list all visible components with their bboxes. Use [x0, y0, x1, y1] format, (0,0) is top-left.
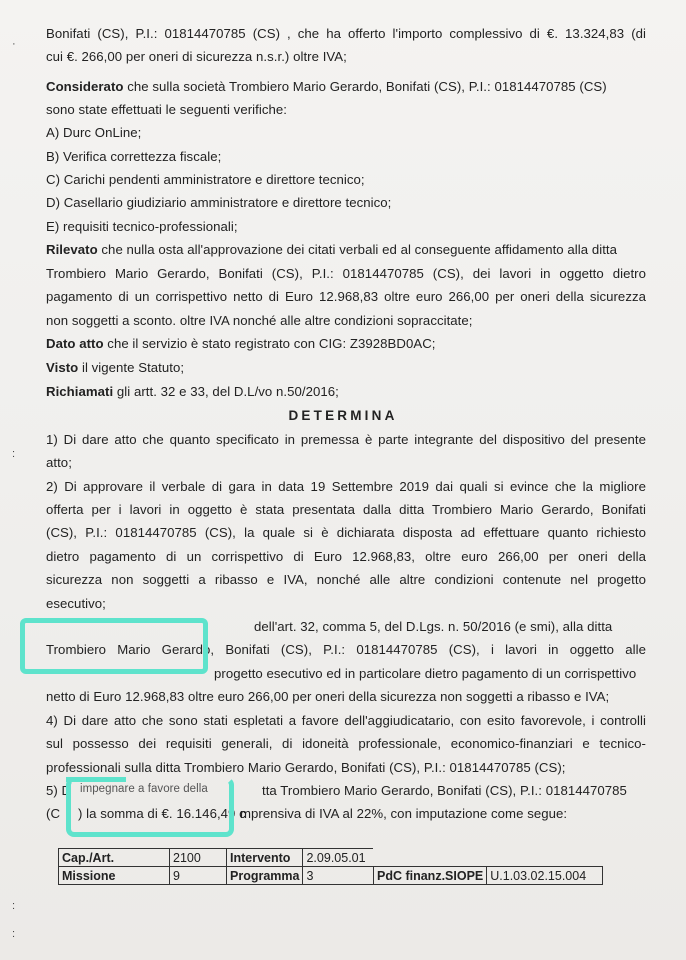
dato-atto-text: che il servizio è stato registrato con CIG: Z3928BD0AC;: [103, 336, 436, 351]
doc-line: Bonifati (CS), P.I.: 01814470785 (CS) , che ha offerto l'importo complessivo di €. 13.324,83 (di: [46, 26, 646, 41]
scan-speck: ·: [12, 38, 16, 50]
doc-line: B) Verifica correttezza fiscale;: [46, 149, 222, 164]
doc-line-partial: dell'art. 32, comma 5, del D.Lgs. n. 50/2016 (e smi), alla ditta: [254, 619, 613, 634]
visto-label: Visto: [46, 360, 79, 375]
doc-line: Trombiero Mario Gerardo, Bonifati (CS), P.I.: 01814470785 (CS), dei lavori in oggetto dietro: [46, 266, 646, 281]
doc-line: dietro pagamento di un corrispettivo di Euro 12.968,83, oltre euro 266,00 per oneri della: [46, 549, 646, 564]
table-cell: 3: [303, 867, 374, 885]
highlight-box-name: [20, 618, 208, 674]
doc-line: non soggetti a sconto. oltre IVA nonché alle altre condizioni sopraccitate;: [46, 313, 473, 328]
table-cell-empty: [487, 849, 603, 867]
doc-line: offerta per i lavori in oggetto è stata presentata dalla ditta Trombiero Mario Gerardo, Bonifati: [46, 502, 646, 517]
doc-line: cui €. 266,00 per oneri di sicurezza n.s.r.) oltre IVA;: [46, 49, 347, 64]
table-cell: PdC finanz.SIOPE: [373, 867, 486, 885]
rilevato-paragraph: [46, 242, 646, 258]
doc-line-fragment: (C: [46, 806, 61, 821]
doc-line: E) requisiti tecnico-professionali;: [46, 219, 238, 234]
doc-line: sul possesso dei requisiti generali, di idoneità professionale, economico-finanziari e tecnico-: [46, 736, 646, 751]
table-cell: U.1.03.02.15.004: [487, 867, 603, 885]
doc-line: netto di Euro 12.968,83 oltre euro 266,00 per oneri della sicurezza non soggetti a ribasso e IVA;: [46, 689, 610, 704]
considerato-paragraph: [46, 79, 646, 95]
considerato-text: che sulla società Trombiero Mario Gerardo, Bonifati (CS), P.I.: 01814470785 (CS): [123, 79, 607, 94]
doc-line: C) Carichi pendenti amministratore e direttore tecnico;: [46, 172, 365, 187]
doc-line: 2) Di approvare il verbale di gara in data 19 Settembre 2019 dai quali si evince che la migliore: [46, 479, 646, 494]
doc-line-fragment: 5) D: [46, 783, 72, 798]
doc-line: professionali sulla ditta Trombiero Mario Gerardo, Bonifati (CS), P.I.: 01814470785 (CS);: [46, 760, 566, 775]
doc-line-fragment: tta Trombiero Mario Gerardo, Bonifati (CS), P.I.: 01814470785: [262, 783, 627, 798]
doc-line: sicurezza non soggetti a ribasso e IVA, nonché alle altre condizioni contenute nel progetto: [46, 572, 646, 587]
determina-heading: DETERMINA: [288, 408, 398, 423]
doc-line: 4) Di dare atto che sono stati espletati a favore dell'aggiudicatario, con esito favorevole, i controlli: [46, 713, 646, 728]
richiamati-paragraph: [46, 384, 646, 400]
doc-line-fragment: mprensiva di IVA al 22%, con imputazione come segue:: [240, 806, 568, 821]
richiamati-text: gli artt. 32 e 33, del D.L/vo n.50/2016;: [113, 384, 339, 399]
doc-line: pagamento di un corrispettivo netto di Euro 12.968,83 oltre euro 266,00 per oneri della sicurezza: [46, 289, 646, 304]
table-cell: 2100: [170, 849, 227, 867]
rilevato-label: Rilevato: [46, 242, 98, 257]
dato-atto-label: Dato atto: [46, 336, 104, 351]
considerato-label: Considerato: [46, 79, 124, 94]
doc-line: D) Casellario giudiziario amministratore e direttore tecnico;: [46, 195, 392, 210]
table-row: [59, 849, 603, 867]
table-cell: 9: [170, 867, 227, 885]
doc-line: Trombiero Mario Gerardo, Bonifati (CS), P.I.: 01814470785 (CS), i lavori in oggetto alle: [46, 642, 646, 657]
table-cell: Cap./Art.: [59, 849, 170, 867]
doc-line-fragment: ) la somma di €. 16.146,49 c: [78, 806, 246, 821]
scan-speck: :: [12, 928, 16, 940]
doc-line-partial: progetto esecutivo ed in particolare dietro pagamento di un corrispettivo: [214, 666, 637, 681]
visto-text: il vigente Statuto;: [78, 360, 185, 375]
richiamati-label: Richiamati: [46, 384, 114, 399]
scan-speck: :: [12, 900, 16, 912]
highlight-box-amount: [66, 777, 234, 837]
table-cell: Programma: [227, 867, 303, 885]
table-cell: Missione: [59, 867, 170, 885]
dato-atto-paragraph: [46, 336, 646, 352]
table-cell: Intervento: [227, 849, 303, 867]
doc-line: A) Durc OnLine;: [46, 125, 142, 140]
visto-paragraph: [46, 360, 646, 376]
scan-speck: :: [12, 448, 16, 460]
doc-line: 1) Di dare atto che quanto specificato in premessa è parte integrante del dispositivo del presente: [46, 432, 646, 447]
doc-line: esecutivo;: [46, 596, 106, 611]
table-row: [59, 867, 603, 885]
doc-line-fragment: impegnare a favore della: [80, 783, 208, 795]
doc-line: sono state effettuati le seguenti verifiche:: [46, 102, 287, 117]
table-cell: 2.09.05.01: [303, 849, 374, 867]
rilevato-text: che nulla osta all'approvazione dei citati verbali ed al conseguente affidamento alla ditta: [97, 242, 618, 257]
table-cell-empty: [373, 849, 486, 867]
budget-allocation-table: [58, 848, 603, 885]
doc-line: (CS), P.I.: 01814470785 (CS), la quale si è dichiarata disposta ad effettuare quanto richiesto: [46, 525, 646, 540]
doc-line: atto;: [46, 455, 72, 470]
